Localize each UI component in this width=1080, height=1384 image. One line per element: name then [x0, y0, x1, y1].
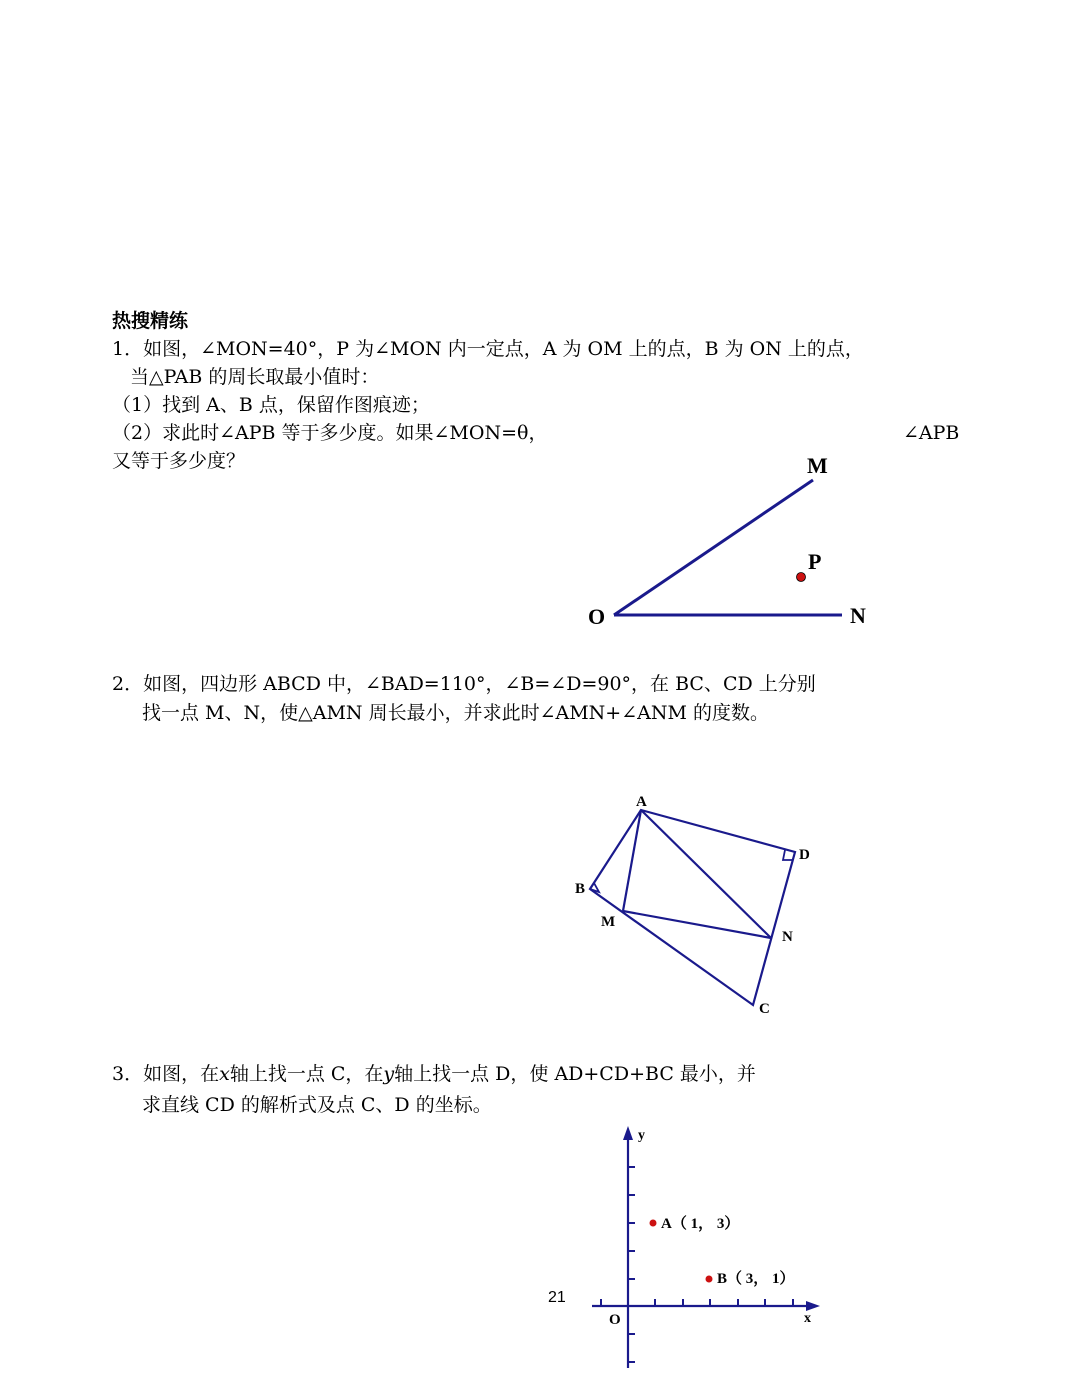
- label-point-a: A（ 1， 3）: [661, 1216, 740, 1232]
- q1-line-2: 当△PAB 的周长取最小值时：: [130, 366, 380, 388]
- page-number: 21: [548, 1289, 566, 1306]
- q3-line-1-a: 3．如图，在: [112, 1063, 220, 1085]
- ray-om: [614, 480, 813, 615]
- q2-line-1: 2．如图，四边形 ABCD 中，∠BAD=110°，∠B=∠D=90°，在 BC、CD 上分别: [112, 673, 816, 695]
- label-n: N: [850, 603, 866, 628]
- section-title: 热搜精练: [112, 310, 189, 332]
- figure-1-angle-mon: [588, 453, 866, 629]
- q3-line-1-b: 轴上找一点 C，在: [229, 1063, 384, 1085]
- point-b: [706, 1276, 713, 1283]
- figure-2-quadrilateral: [590, 810, 795, 1005]
- label-origin: O: [609, 1312, 621, 1328]
- q1-line-4: （2）求此时∠APB 等于多少度。如果∠MON=θ，: [112, 422, 548, 444]
- label-m: M: [807, 453, 828, 478]
- figure-3-coordinate-plane: [592, 1126, 820, 1368]
- y-axis-arrow: [623, 1126, 633, 1140]
- quadrilateral-abcd: [590, 810, 795, 1005]
- label-a: A: [636, 794, 647, 810]
- point-a: [650, 1220, 657, 1227]
- q2-line-2: 找一点 M、N，使△AMN 周长最小，并求此时∠AMN+∠ANM 的度数。: [142, 702, 769, 724]
- q1-line-1: 1．如图，∠MON=40°，P 为∠MON 内一定点，A 为 OM 上的点，B 为 ON 上的点，: [112, 338, 864, 360]
- q3-var-y: y: [383, 1063, 395, 1085]
- label-d: D: [799, 847, 810, 863]
- q3-line-1-c: 轴上找一点 D，使 AD+CD+BC 最小，并: [394, 1063, 756, 1085]
- figure-2-labels: [575, 794, 810, 1017]
- point-p: [797, 573, 806, 582]
- label-c: C: [759, 1001, 770, 1017]
- label-b: B: [575, 881, 586, 897]
- q1-line-4-right: ∠APB: [903, 422, 960, 444]
- q3-var-x: x: [219, 1063, 230, 1085]
- label-o: O: [588, 604, 606, 629]
- label-n2: N: [782, 929, 793, 945]
- label-x-axis: x: [804, 1311, 811, 1326]
- x-axis-arrow: [806, 1301, 820, 1311]
- q1-line-5: 又等于多少度？: [112, 450, 246, 472]
- label-point-b: B（ 3， 1）: [717, 1271, 795, 1287]
- q3-line-2: 求直线 CD 的解析式及点 C、D 的坐标。: [142, 1094, 492, 1116]
- label-m2: M: [601, 914, 616, 930]
- label-p: P: [808, 549, 822, 574]
- label-y-axis: y: [638, 1128, 645, 1143]
- q1-line-3: （1）找到 A、B 点，保留作图痕迹；: [112, 394, 430, 416]
